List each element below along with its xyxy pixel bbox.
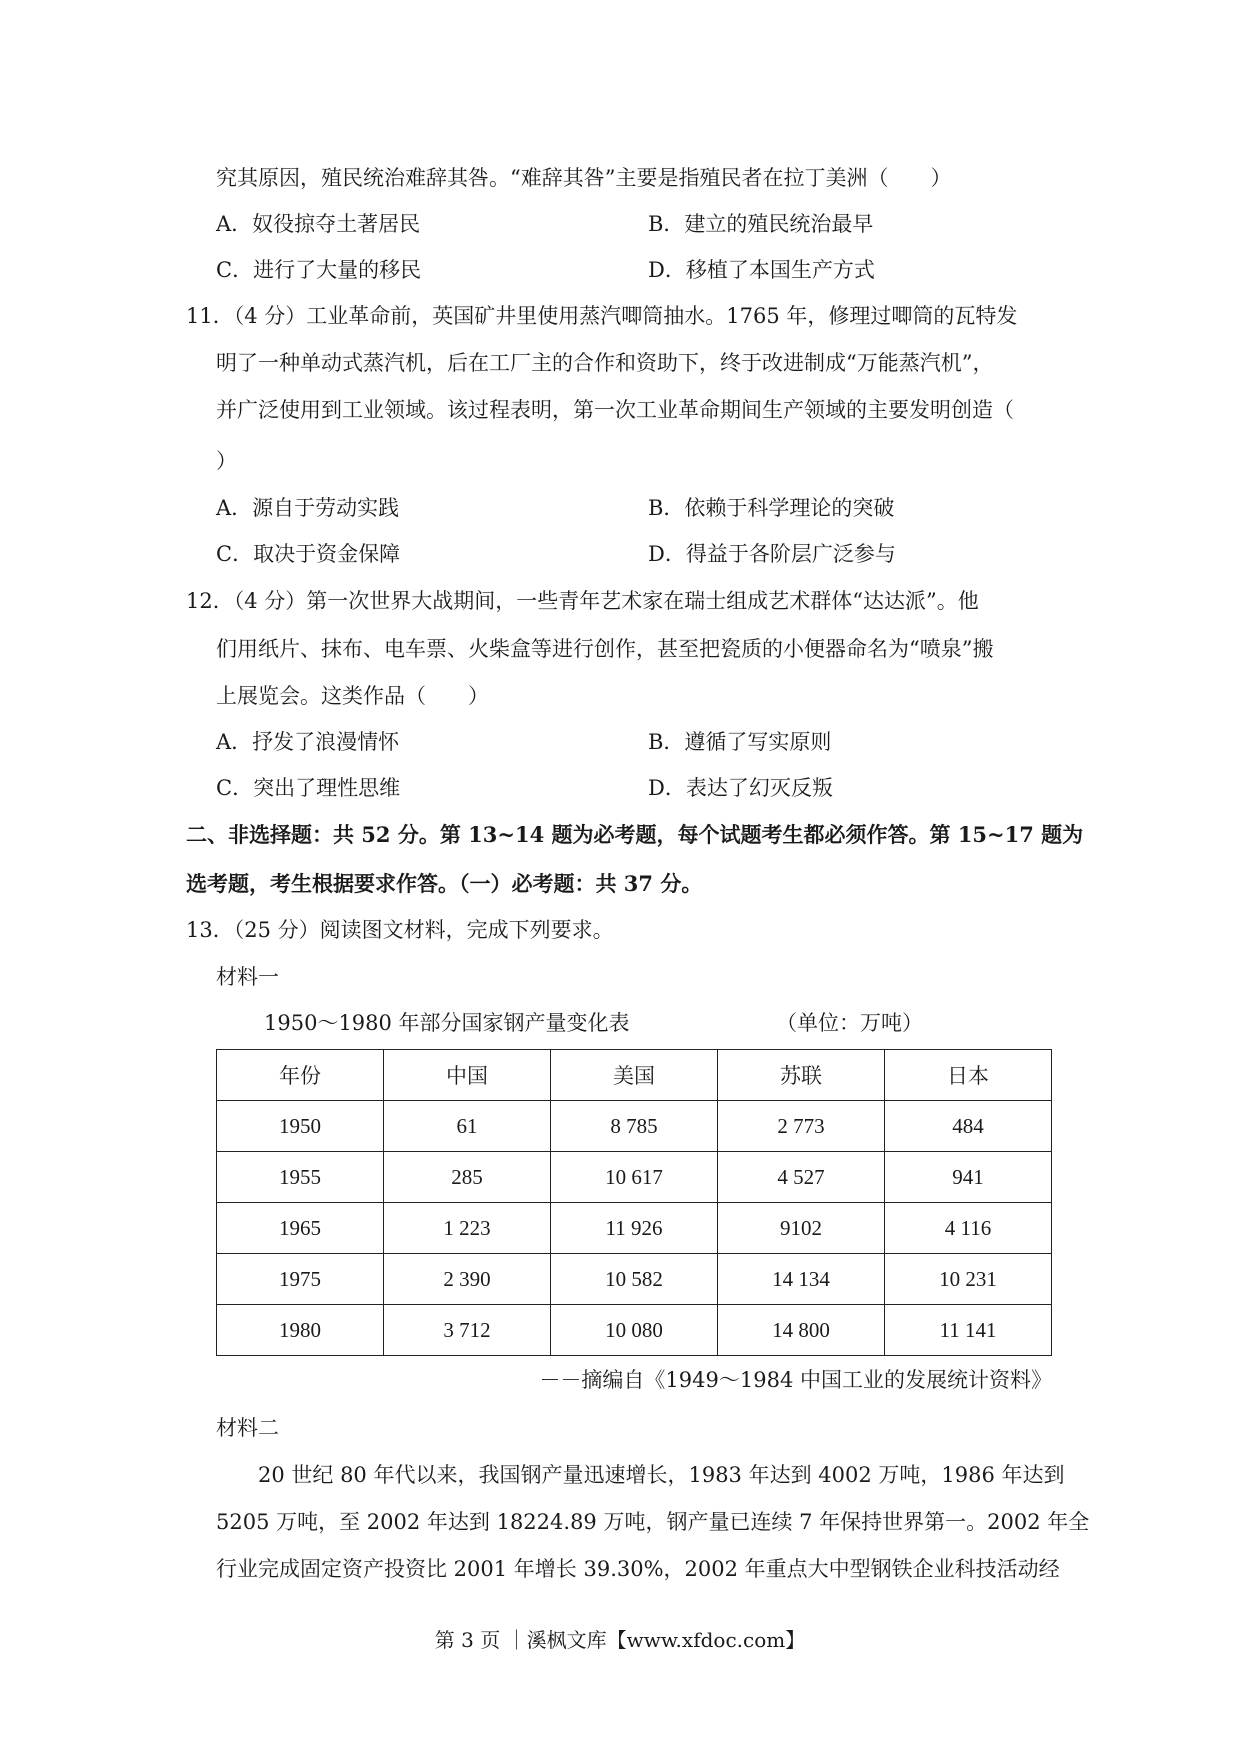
q11-option-c[interactable]: C．取决于资金保障 bbox=[216, 542, 401, 566]
table-cell: 941 bbox=[885, 1152, 1052, 1203]
table-cell: 1 223 bbox=[384, 1203, 551, 1254]
table-cell: 1980 bbox=[217, 1305, 384, 1356]
q12-option-a[interactable]: A．抒发了浪漫情怀 bbox=[216, 730, 400, 754]
table-cell: 10 617 bbox=[551, 1152, 718, 1203]
q10-option-d[interactable]: D．移植了本国生产方式 bbox=[648, 258, 875, 282]
table-cell: 10 582 bbox=[551, 1254, 718, 1305]
table-row bbox=[217, 1254, 1052, 1305]
material-2-line-1: 20 世纪 80 年代以来，我国钢产量迅速增长，1983 年达到 4002 万吨，1986 年达到 bbox=[258, 1463, 1065, 1487]
table-header-cell: 日本 bbox=[885, 1050, 1052, 1101]
table-cell: 10 231 bbox=[885, 1254, 1052, 1305]
table-cell: 9102 bbox=[718, 1203, 885, 1254]
table-cell: 285 bbox=[384, 1152, 551, 1203]
q11-stem-line-4: ） bbox=[216, 449, 237, 473]
table-unit: （单位：万吨） bbox=[776, 1011, 923, 1035]
table-cell: 4 116 bbox=[885, 1203, 1052, 1254]
table-title: 1950～1980 年部分国家钢产量变化表 bbox=[264, 1011, 630, 1035]
table-header-cell: 中国 bbox=[384, 1050, 551, 1101]
table-cell: 1955 bbox=[217, 1152, 384, 1203]
q11-option-a[interactable]: A．源自于劳动实践 bbox=[216, 496, 400, 520]
q13-stem: 13．（25 分）阅读图文材料，完成下列要求。 bbox=[186, 918, 614, 942]
table-cell: 1975 bbox=[217, 1254, 384, 1305]
table-cell: 8 785 bbox=[551, 1101, 718, 1152]
q11-stem-line-1: 11．（4 分）工业革命前，英国矿井里使用蒸汽唧筒抽水。1765 年，修理过唧筒的瓦特发 bbox=[186, 304, 1018, 328]
q12-option-b[interactable]: B．遵循了写实原则 bbox=[648, 730, 832, 754]
material-2-line-2: 5205 万吨，至 2002 年达到 18224.89 万吨，钢产量已连续 7 年保持世界第一。2002 年全 bbox=[216, 1510, 1090, 1534]
table-header-cell: 年份 bbox=[217, 1050, 384, 1101]
table-row bbox=[217, 1152, 1052, 1203]
table-cell: 2 773 bbox=[718, 1101, 885, 1152]
q11-stem-line-3: 并广泛使用到工业领域。该过程表明，第一次工业革命期间生产领域的主要发明创造（ bbox=[216, 398, 1014, 422]
table-cell: 61 bbox=[384, 1101, 551, 1152]
q11-option-b[interactable]: B．依赖于科学理论的突破 bbox=[648, 496, 895, 520]
q12-option-d[interactable]: D．表达了幻灭反叛 bbox=[648, 776, 833, 800]
table-cell: 14 134 bbox=[718, 1254, 885, 1305]
table-cell: 11 141 bbox=[885, 1305, 1052, 1356]
q10-stem-tail: 究其原因，殖民统治难辞其咎。“难辞其咎”主要是指殖民者在拉丁美洲（ ） bbox=[216, 166, 952, 190]
q12-stem-line-1: 12．（4 分）第一次世界大战期间，一些青年艺术家在瑞士组成艺术群体“达达派”。他 bbox=[186, 589, 979, 613]
table-cell: 14 800 bbox=[718, 1305, 885, 1356]
material-1-label: 材料一 bbox=[216, 965, 279, 989]
q11-option-d[interactable]: D．得益于各阶层广泛参与 bbox=[648, 542, 896, 566]
table-cell: 3 712 bbox=[384, 1305, 551, 1356]
table-cell: 1965 bbox=[217, 1203, 384, 1254]
table-row bbox=[217, 1101, 1052, 1152]
q12-stem-line-2: 们用纸片、抹布、电车票、火柴盒等进行创作，甚至把瓷质的小便器命名为“喷泉”搬 bbox=[216, 637, 994, 661]
table-cell: 4 527 bbox=[718, 1152, 885, 1203]
q12-option-c[interactable]: C．突出了理性思维 bbox=[216, 776, 401, 800]
table-source-note: －－摘编自《1949～1984 中国工业的发展统计资料》 bbox=[539, 1368, 1052, 1392]
table-cell: 11 926 bbox=[551, 1203, 718, 1254]
material-2-label: 材料二 bbox=[216, 1416, 279, 1440]
q11-stem-line-2: 明了一种单动式蒸汽机，后在工厂主的合作和资助下，终于改进制成“万能蒸汽机”， bbox=[216, 351, 994, 375]
q10-option-c[interactable]: C．进行了大量的移民 bbox=[216, 258, 422, 282]
q10-option-a[interactable]: A．奴役掠夺土著居民 bbox=[216, 212, 421, 236]
table-cell: 10 080 bbox=[551, 1305, 718, 1356]
table-cell: 2 390 bbox=[384, 1254, 551, 1305]
table-cell: 484 bbox=[885, 1101, 1052, 1152]
table-row bbox=[217, 1203, 1052, 1254]
page-footer: 第 3 页 ｜溪枫文库【www.xfdoc.com】 bbox=[434, 1628, 806, 1652]
q10-option-b[interactable]: B．建立的殖民统治最早 bbox=[648, 212, 874, 236]
table-row bbox=[217, 1305, 1052, 1356]
q12-stem-line-3: 上展览会。这类作品（ ） bbox=[216, 684, 489, 708]
table-cell: 1950 bbox=[217, 1101, 384, 1152]
table-header-cell: 苏联 bbox=[718, 1050, 885, 1101]
section-2-heading-line-2: 选考题，考生根据要求作答。（一）必考题：共 37 分。 bbox=[186, 871, 703, 896]
table-header-cell: 美国 bbox=[551, 1050, 718, 1101]
steel-output-table bbox=[216, 1049, 1052, 1356]
section-2-heading-line-1: 二、非选择题：共 52 分。第 13~14 题为必考题，每个试题考生都必须作答。第 15~17 题为 bbox=[186, 822, 1084, 847]
material-2-line-3: 行业完成固定资产投资比 2001 年增长 39.30%，2002 年重点大中型钢铁企业科技活动经 bbox=[216, 1557, 1060, 1581]
table-header-row bbox=[217, 1050, 1052, 1101]
